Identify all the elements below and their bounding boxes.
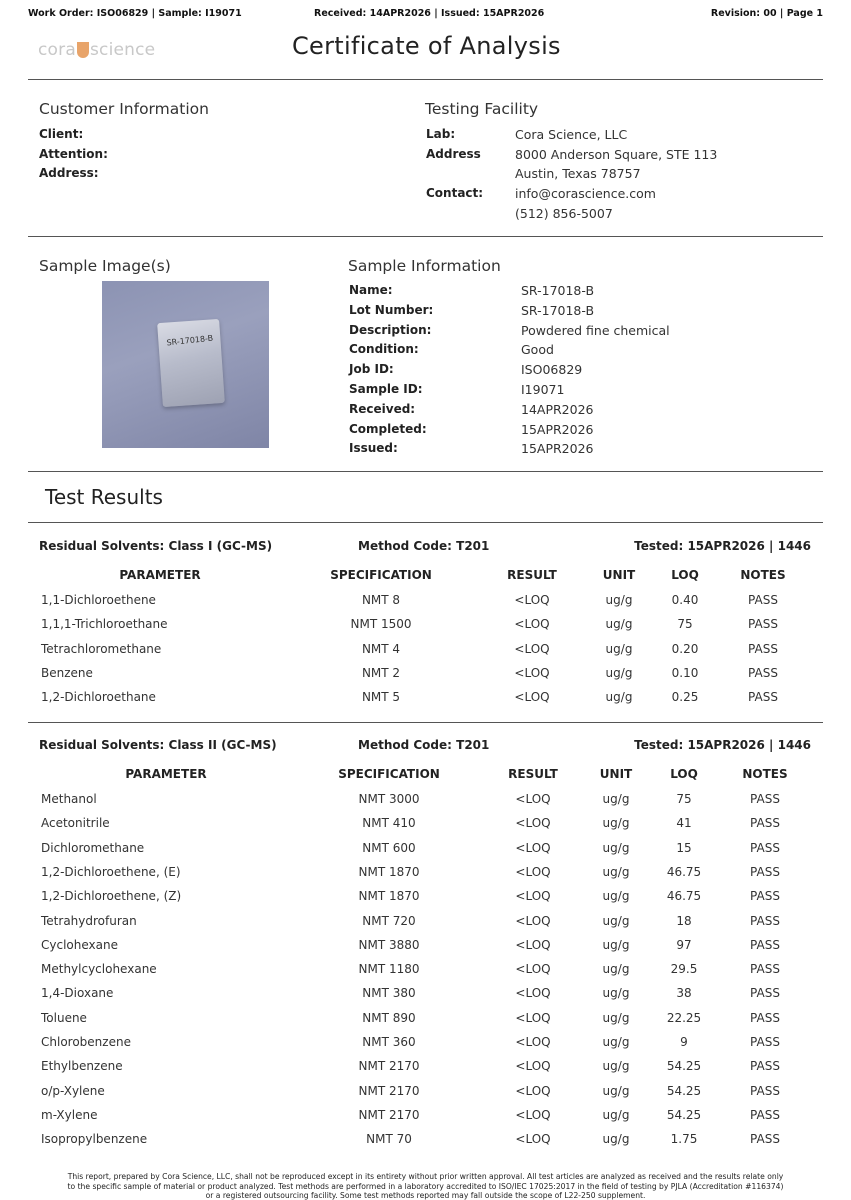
sample-field-label: Issued: (349, 441, 398, 456)
unit-cell: ug/g (602, 1010, 630, 1025)
group-title: Residual Solvents: Class I (GC-MS) (39, 539, 273, 553)
loq-cell: 97 (676, 937, 692, 952)
column-header: PARAMETER (119, 568, 201, 582)
sample-field-value: SR-17018-B (521, 302, 595, 318)
test-results-heading: Test Results (45, 485, 163, 509)
loq-cell: 41 (676, 816, 692, 831)
sample-field-label: Completed: (349, 421, 427, 436)
specification-cell: NMT 1180 (358, 962, 420, 977)
column-header: SPECIFICATION (338, 767, 440, 781)
column-header: LOQ (671, 568, 699, 582)
method-code: Method Code: T201 (358, 738, 490, 752)
loq-cell: 54.25 (666, 1107, 702, 1122)
notes-cell: PASS (748, 690, 778, 705)
column-header: NOTES (742, 767, 788, 781)
cora-science-logo (38, 40, 158, 62)
disclaimer-line: or a registered outsourcing facility. Some test methods reported may fall outside the scope of L22-250 supplement. (205, 1191, 646, 1200)
notes-cell: PASS (748, 593, 778, 607)
group-title: Residual Solvents: Class II (GC-MS) (39, 738, 277, 752)
tested-date: Tested: 15APR2026 | 1446 (634, 539, 811, 553)
sample-info-heading: Sample Information (348, 257, 501, 275)
notes-cell: PASS (750, 792, 780, 806)
table-row (0, 986, 851, 1006)
specification-cell: NMT 1870 (358, 889, 420, 904)
notes-cell: PASS (750, 889, 780, 904)
table-row (0, 816, 851, 836)
result-cell: <LOQ (515, 889, 551, 904)
address-label: Address: (39, 166, 99, 180)
specification-cell: NMT 1500 (350, 617, 412, 632)
facility-heading: Testing Facility (425, 100, 539, 118)
column-header: SPECIFICATION (330, 568, 432, 582)
parameter-cell: Tetrahydrofuran (41, 913, 137, 928)
contact-phone: (512) 856-5007 (515, 206, 613, 221)
notes-cell: PASS (750, 1083, 780, 1098)
table-row (0, 1108, 851, 1128)
loq-cell: 75 (677, 617, 693, 632)
sample-field-label: Sample ID: (349, 382, 423, 396)
result-cell: <LOQ (514, 690, 550, 705)
sample-image-heading: Sample Image(s) (39, 257, 171, 275)
specification-cell: NMT 600 (362, 840, 416, 855)
result-cell: <LOQ (514, 593, 550, 607)
parameter-cell: m-Xylene (41, 1107, 98, 1122)
specification-cell: NMT 70 (366, 1132, 412, 1147)
unit-cell: ug/g (605, 665, 633, 680)
lab-label: Lab: (426, 127, 456, 141)
page-title: Certificate of Analysis (292, 32, 561, 60)
parameter-cell: Dichloromethane (41, 840, 145, 855)
specification-cell: NMT 3000 (358, 792, 420, 806)
notes-cell: PASS (750, 962, 780, 977)
column-header: RESULT (508, 767, 558, 781)
work-order-text: Work Order: ISO06829 | Sample: I19071 (28, 8, 242, 19)
lab-value: Cora Science, LLC (515, 127, 628, 142)
result-cell: <LOQ (515, 1132, 551, 1147)
specification-cell: NMT 2 (361, 665, 401, 680)
parameter-cell: 1,2-Dichloroethane (41, 690, 156, 705)
notes-cell: PASS (750, 1132, 780, 1147)
notes-cell: PASS (750, 1107, 780, 1122)
notes-cell: PASS (750, 913, 780, 928)
unit-cell: ug/g (602, 864, 630, 879)
address-line1: 8000 Anderson Square, STE 113 (515, 147, 718, 162)
divider (28, 471, 823, 472)
sample-field-label: Job ID: (349, 362, 394, 377)
parameter-cell: Methanol (41, 792, 97, 806)
column-header: NOTES (740, 568, 786, 582)
specification-cell: NMT 4 (361, 641, 401, 656)
table-row (0, 593, 851, 613)
notes-cell: PASS (750, 816, 780, 831)
result-cell: <LOQ (514, 665, 550, 680)
sample-field-value: Powdered fine chemical (521, 322, 670, 338)
sample-bag (157, 319, 225, 407)
notes-cell: PASS (748, 617, 778, 632)
unit-cell: ug/g (605, 690, 633, 705)
parameter-cell: Acetonitrile (41, 816, 110, 831)
parameter-cell: Toluene (41, 1010, 87, 1025)
sample-photo (102, 281, 269, 448)
parameter-cell: 1,1,1-Trichloroethane (41, 617, 168, 632)
loq-cell: 54.25 (666, 1083, 702, 1098)
specification-cell: NMT 890 (362, 1010, 416, 1025)
result-cell: <LOQ (515, 1010, 551, 1025)
sample-field-label: Description: (349, 322, 432, 337)
loq-cell: 0.40 (671, 593, 699, 607)
unit-cell: ug/g (602, 937, 630, 952)
notes-cell: PASS (750, 1035, 780, 1049)
table-row (0, 1035, 851, 1055)
specification-cell: NMT 720 (362, 913, 416, 928)
client-label: Client: (39, 127, 84, 141)
sample-field-value: I19071 (521, 382, 565, 397)
sample-field-value: 14APR2026 (521, 401, 594, 417)
loq-cell: 0.25 (671, 690, 699, 705)
result-cell: <LOQ (515, 864, 551, 879)
column-header: UNIT (602, 568, 636, 582)
specification-cell: NMT 5 (361, 690, 401, 705)
loq-cell: 54.25 (666, 1059, 702, 1074)
result-cell: <LOQ (515, 913, 551, 928)
dates-text: Received: 14APR2026 | Issued: 15APR2026 (314, 8, 545, 19)
table-row (0, 914, 851, 934)
table-row (0, 617, 851, 637)
result-cell: <LOQ (515, 1083, 551, 1098)
contact-email: info@corascience.com (515, 186, 656, 201)
unit-cell: ug/g (602, 986, 630, 1001)
result-cell: <LOQ (515, 1059, 551, 1074)
unit-cell: ug/g (602, 889, 630, 904)
parameter-cell: Ethylbenzene (41, 1059, 123, 1074)
unit-cell: ug/g (602, 1059, 630, 1074)
parameter-cell: Chlorobenzene (41, 1035, 131, 1049)
header-bar (28, 8, 823, 22)
table-row (0, 792, 851, 812)
specification-cell: NMT 1870 (358, 864, 420, 879)
result-cell: <LOQ (515, 1107, 551, 1122)
parameter-cell: Benzene (41, 665, 93, 680)
notes-cell: PASS (750, 1059, 780, 1074)
notes-cell: PASS (750, 986, 780, 1001)
specification-cell: NMT 380 (362, 986, 416, 1001)
bag-label: SR-17018-B (166, 333, 214, 348)
contact-label: Contact: (426, 186, 484, 200)
parameter-cell: Tetrachloromethane (41, 641, 162, 656)
divider (28, 79, 823, 80)
table-row (0, 841, 851, 861)
loq-cell: 46.75 (666, 889, 702, 904)
sample-field-value: ISO06829 (521, 362, 583, 378)
parameter-cell: 1,1-Dichloroethene (41, 593, 156, 607)
tested-date: Tested: 15APR2026 | 1446 (634, 738, 811, 752)
unit-cell: ug/g (602, 840, 630, 855)
loq-cell: 0.20 (671, 641, 699, 656)
revision-text: Revision: 00 | Page 1 (710, 8, 823, 19)
specification-cell: NMT 410 (362, 816, 416, 831)
disclaimer (28, 1172, 823, 1200)
specification-cell: NMT 3880 (358, 937, 420, 952)
loq-cell: 38 (676, 986, 692, 1001)
column-header: RESULT (507, 568, 557, 582)
notes-cell: PASS (750, 864, 780, 879)
logo-text-right: science (89, 40, 156, 60)
sample-field-value: SR-17018-B (521, 283, 595, 298)
table-row (0, 865, 851, 885)
loq-cell: 22.25 (666, 1010, 702, 1025)
table-row (0, 889, 851, 909)
facility-address-label: Address (426, 147, 481, 161)
method-code: Method Code: T201 (358, 539, 490, 553)
loq-cell: 29.5 (670, 962, 698, 977)
unit-cell: ug/g (602, 1132, 630, 1147)
unit-cell: ug/g (605, 593, 633, 607)
column-header: PARAMETER (125, 767, 207, 781)
notes-cell: PASS (750, 1010, 780, 1025)
unit-cell: ug/g (602, 792, 630, 806)
unit-cell: ug/g (602, 1035, 630, 1049)
logo-text-left: cora (38, 40, 76, 60)
table-row (0, 962, 851, 982)
result-cell: <LOQ (515, 986, 551, 1001)
parameter-cell: 1,2-Dichloroethene, (E) (41, 864, 181, 879)
table-row (0, 1084, 851, 1104)
address-line2: Austin, Texas 78757 (515, 166, 641, 181)
table-row (0, 690, 851, 710)
result-cell: <LOQ (515, 937, 551, 952)
table-row (0, 666, 851, 686)
specification-cell: NMT 2170 (358, 1107, 420, 1122)
sample-field-value: Good (521, 342, 554, 358)
loq-cell: 18 (676, 913, 692, 928)
table-row (0, 642, 851, 662)
sample-field-label: Name: (349, 283, 393, 297)
loq-cell: 46.75 (666, 864, 702, 879)
unit-cell: ug/g (602, 962, 630, 977)
notes-cell: PASS (748, 641, 778, 656)
table-row (0, 938, 851, 958)
column-header: LOQ (670, 767, 698, 781)
result-cell: <LOQ (515, 816, 551, 831)
parameter-cell: Cyclohexane (41, 937, 118, 952)
result-cell: <LOQ (515, 962, 551, 977)
result-cell: <LOQ (514, 641, 550, 656)
sample-field-value: 15APR2026 (521, 441, 594, 457)
disclaimer-line: This report, prepared by Cora Science, LLC, shall not be reproduced except in its entirety without prior written approval. All test articles are analyzed as received and the results relate only (67, 1172, 784, 1181)
sample-field-label: Condition: (349, 342, 419, 357)
unit-cell: ug/g (602, 1107, 630, 1122)
table-row (0, 1059, 851, 1079)
specification-cell: NMT 8 (361, 593, 401, 607)
customer-heading: Customer Information (39, 100, 209, 118)
result-cell: <LOQ (515, 1035, 551, 1049)
specification-cell: NMT 2170 (358, 1059, 420, 1074)
parameter-cell: o/p-Xylene (41, 1083, 105, 1098)
unit-cell: ug/g (602, 913, 630, 928)
notes-cell: PASS (750, 840, 780, 855)
unit-cell: ug/g (605, 641, 633, 656)
notes-cell: PASS (748, 665, 778, 680)
notes-cell: PASS (750, 937, 780, 952)
specification-cell: NMT 360 (362, 1035, 416, 1049)
result-cell: <LOQ (515, 792, 551, 806)
loq-cell: 75 (676, 792, 692, 806)
parameter-cell: 1,4-Dioxane (41, 986, 114, 1001)
result-cell: <LOQ (515, 840, 551, 855)
parameter-cell: 1,2-Dichloroethene, (Z) (41, 889, 182, 904)
parameter-cell: Isopropylbenzene (41, 1132, 148, 1147)
sample-field-value: 15APR2026 (521, 421, 594, 437)
divider (28, 236, 823, 237)
column-header: UNIT (599, 767, 633, 781)
unit-cell: ug/g (602, 816, 630, 831)
sample-field-label: Lot Number: (349, 302, 434, 317)
result-cell: <LOQ (514, 617, 550, 632)
divider (28, 722, 823, 723)
disclaimer-line: to the specific sample of material or product analyzed. Test methods are performed in a laboratory accredited to ISO/IEC 17025:2017 in the field of testing by PJLA (Accreditation #116374) (67, 1181, 784, 1191)
parameter-cell: Methylcyclohexane (41, 962, 157, 977)
loq-cell: 0.10 (671, 665, 699, 680)
table-row (0, 1132, 851, 1152)
loq-cell: 1.75 (670, 1132, 698, 1147)
specification-cell: NMT 2170 (358, 1083, 420, 1098)
attention-label: Attention: (39, 147, 108, 161)
table-row (0, 1011, 851, 1031)
loq-cell: 9 (680, 1035, 688, 1049)
flask-icon (77, 42, 89, 58)
divider (28, 522, 823, 523)
sample-field-label: Received: (349, 401, 416, 416)
unit-cell: ug/g (605, 617, 633, 632)
unit-cell: ug/g (602, 1083, 630, 1098)
loq-cell: 15 (676, 840, 692, 855)
